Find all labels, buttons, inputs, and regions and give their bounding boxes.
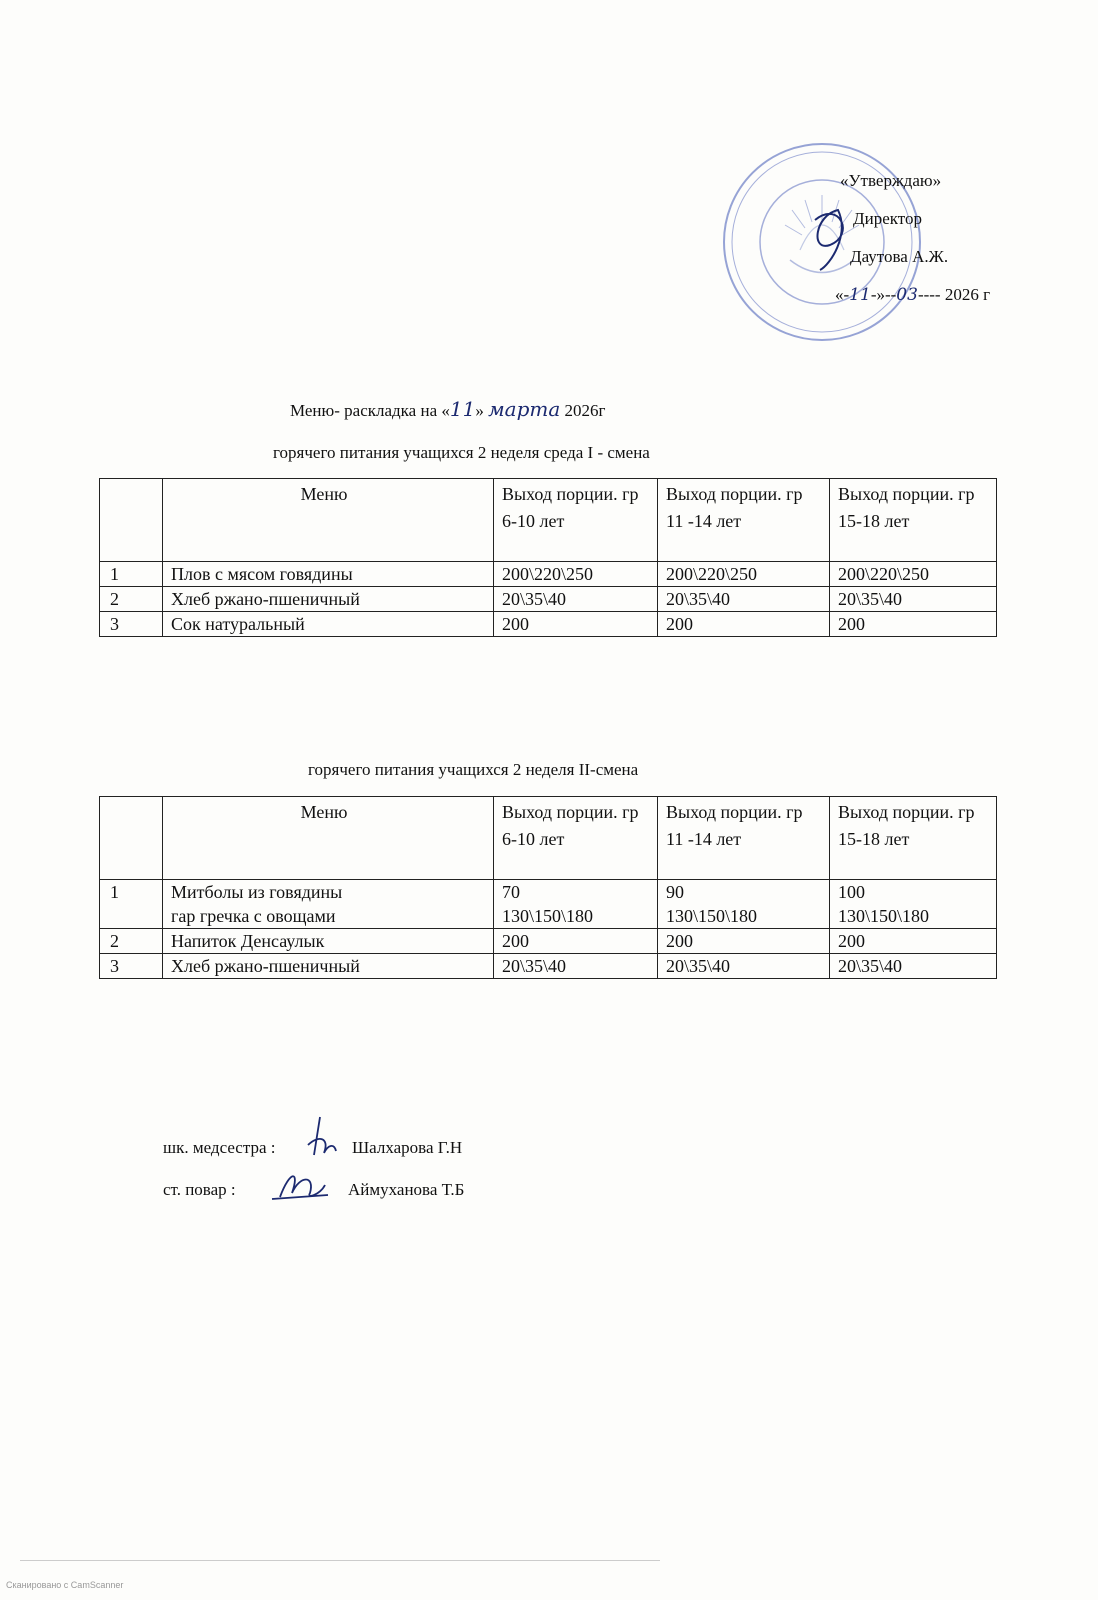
approve-label: «Утверждаю» (840, 171, 942, 190)
table-cell: Напиток Денсаулык (163, 929, 494, 954)
row-number: 2 (100, 587, 163, 612)
table-row (100, 929, 997, 954)
table-row (100, 880, 997, 929)
approver-position: Директор (853, 209, 922, 228)
row-number: 3 (100, 954, 163, 979)
table-cell: 90 130\150\180 (658, 880, 830, 929)
table-cell: 200\220\250 (494, 562, 658, 587)
column-header: Меню (163, 797, 494, 880)
row-number: 1 (100, 880, 163, 929)
table-cell: 200 (658, 612, 830, 637)
table-cell: Плов с мясом говядины (163, 562, 494, 587)
table-row (100, 612, 997, 637)
shift2-subtitle: горячего питания учащихся 2 неделя II-смена (308, 760, 639, 779)
table-cell: 20\35\40 (830, 587, 997, 612)
table-cell: 100 130\150\180 (830, 880, 997, 929)
cook-signature-scribble (270, 1165, 330, 1205)
approval-block (835, 162, 990, 314)
column-header: Выход порции. гр 11 -14 лет (658, 479, 830, 562)
table-cell: 200 (830, 612, 997, 637)
nurse-name: Шалхарова Г.Н (352, 1138, 463, 1157)
table-cell: Митболы из говядины гар гречка с овощами (163, 880, 494, 929)
table-row (100, 562, 997, 587)
approval-year: 2026 г (944, 285, 991, 304)
shift1-menu-table (99, 478, 997, 637)
title-month-handwritten: марта (488, 397, 561, 421)
table-cell: Хлеб ржано-пшеничный (163, 587, 494, 612)
column-header: Выход порции. гр 15-18 лет (830, 479, 997, 562)
table-cell: 20\35\40 (494, 587, 658, 612)
shift1-subtitle: горячего питания учащихся 2 неделя среда I - смена (273, 443, 650, 462)
column-header (100, 479, 163, 562)
table-cell: 200\220\250 (830, 562, 997, 587)
signature-role: ст. повар : (163, 1180, 236, 1199)
row-number: 3 (100, 612, 163, 637)
page-title: Меню- раскладка на «11» марта 2026г (290, 397, 606, 421)
nurse-signature-scribble (300, 1115, 340, 1165)
signature-cook (163, 1180, 236, 1200)
title-day-handwritten: 11 (449, 397, 476, 421)
column-header: Выход порции. гр 15-18 лет (830, 797, 997, 880)
table-row (100, 587, 997, 612)
row-number: 2 (100, 929, 163, 954)
table-cell: 200 (494, 929, 658, 954)
approval-date: «-11-»--03---- 2026 г (835, 285, 991, 305)
column-header: Меню (163, 479, 494, 562)
table-cell: Хлеб ржано-пшеничный (163, 954, 494, 979)
approver-name: Даутова А.Ж. (850, 247, 949, 266)
column-header: Выход порции. гр 11 -14 лет (658, 797, 830, 880)
table-cell: 20\35\40 (830, 954, 997, 979)
table-cell: 20\35\40 (658, 587, 830, 612)
approval-day-handwritten: 11 (849, 285, 871, 305)
table-header-row (100, 797, 997, 880)
row-number: 1 (100, 562, 163, 587)
bottom-divider (20, 1560, 660, 1561)
table-cell: 70 130\150\180 (494, 880, 658, 929)
column-header: Выход порции. гр 6-10 лет (494, 797, 658, 880)
cook-name: Аймуханова Т.Б (348, 1180, 465, 1199)
table-cell: 200 (830, 929, 997, 954)
table-cell: 20\35\40 (494, 954, 658, 979)
column-header (100, 797, 163, 880)
table-cell: 200 (658, 929, 830, 954)
table-cell: 200\220\250 (658, 562, 830, 587)
signature-role: шк. медсестра : (163, 1138, 276, 1157)
scanner-watermark: Сканировано с CamScanner (6, 1580, 124, 1590)
table-cell: Сок натуральный (163, 612, 494, 637)
shift2-menu-table (99, 796, 997, 979)
column-header: Выход порции. гр 6-10 лет (494, 479, 658, 562)
table-cell: 20\35\40 (658, 954, 830, 979)
table-cell: 200 (494, 612, 658, 637)
table-row (100, 954, 997, 979)
signature-nurse (163, 1138, 276, 1158)
table-header-row (100, 479, 997, 562)
approval-month-handwritten: 03 (896, 285, 918, 305)
